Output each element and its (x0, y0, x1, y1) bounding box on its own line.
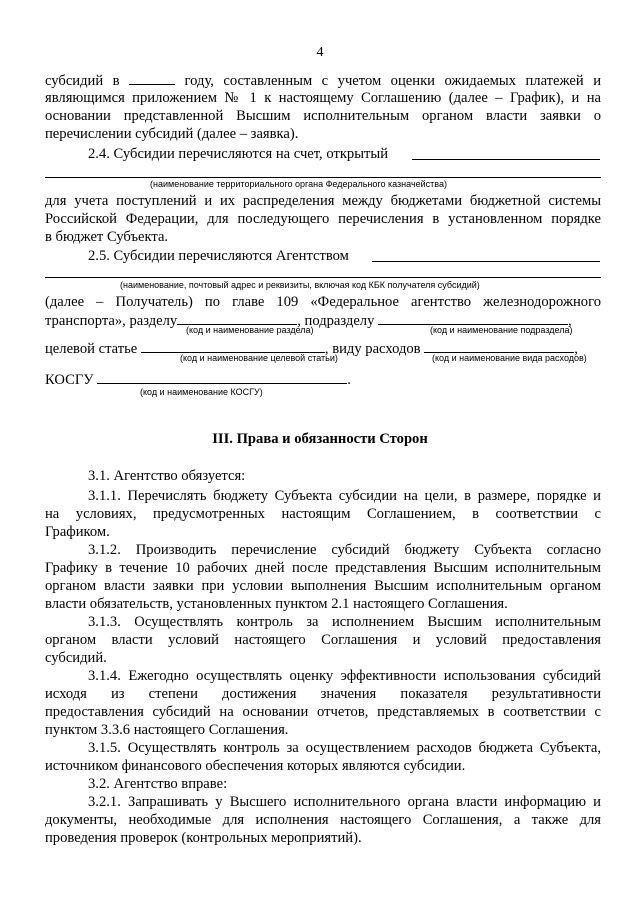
text-line: источником финансового обеспечения которых являются субсидии. (45, 758, 466, 774)
blank-recipient-field (45, 277, 601, 278)
text-fragment: году, составленным с учетом оценки ожидаемых платежей и (184, 73, 602, 89)
text-fragment: КОСГУ (45, 372, 94, 388)
page-number: 4 (316, 45, 324, 60)
text-line: 3.1.4. Ежегодно осуществлять оценку эффективности использования субсидий (88, 668, 601, 684)
text-line: пунктом 3.3.6 настоящего Соглашения. (45, 722, 289, 738)
text-line (45, 370, 601, 389)
clause-2-5: 2.5. Субсидии перечисляются Агентством (88, 248, 349, 264)
text-fragment: , подразделу (297, 313, 375, 329)
text-line: 3.1.1. Перечислять бюджету Субъекта субсидии на цели, в размере, порядке и (88, 488, 601, 504)
text-fragment: целевой статье (45, 341, 138, 357)
clause-3-1: 3.1. Агентство обязуется: (88, 468, 246, 484)
text-fragment: субсидий в (45, 73, 120, 89)
text-line: перечислении субсидий (далее – заявка). (45, 126, 299, 142)
caption-article: (код и наименование целевой статьи) (180, 353, 338, 363)
section-heading: III. Права и обязанности Сторон (212, 431, 428, 447)
text-line: являющимся приложением № 1 к настоящему Соглашению (далее – График), и на (45, 90, 601, 106)
text-line: власти обязательств, установленных пунктом 2.1 настоящего Соглашения. (45, 596, 508, 612)
text-line: 3.1.3. Осуществлять контроль за исполнением Высшим исполнительным (88, 614, 601, 630)
text-line: основании представленной Высшим исполнительным органом власти заявки о (45, 108, 601, 124)
text-line: Российской Федерации, для последующего перечисления в установленном порядке (45, 211, 601, 227)
text-line (45, 71, 601, 90)
text-line: субсидий. (45, 650, 107, 666)
text-fragment: , (568, 313, 572, 329)
text-line: Графику в течение 10 рабочих дней после представления Высшим исполнительным (45, 560, 601, 576)
blank-subsection-field (378, 311, 568, 325)
text-fragment: , виду расходов (324, 341, 421, 357)
clause-2-4: 2.4. Субсидии перечисляются на счет, открытый (88, 146, 389, 162)
clause-3-2: 3.2. Агентство вправе: (88, 776, 228, 792)
text-line: в бюджет Субъекта. (45, 229, 169, 245)
text-line: 3.2.1. Запрашивать у Высшего исполнительного органа власти информацию и (88, 794, 601, 810)
caption-subsection: (код и наименование подраздела) (430, 325, 573, 335)
text-line: органом власти заявки при условии выполнения Высшим исполнительным органом (45, 578, 601, 594)
caption-recipient: (наименование, почтовый адрес и реквизиты, включая код КБК получателя субсидий) (120, 280, 480, 290)
caption-expense: (код и наименование вида расходов) (432, 353, 587, 363)
caption-treasury: (наименование территориального органа Федерального казначейства) (150, 179, 447, 189)
blank-section-field (177, 311, 297, 325)
blank-year-field (129, 71, 175, 85)
text-line: Графиком. (45, 524, 110, 540)
text-line: проведения проверок (контрольных мероприятий). (45, 830, 362, 846)
text-line: документы, необходимые для исполнения настоящего Соглашения, а также для (45, 812, 601, 828)
text-line: предоставления субсидий на основании отчетов, представляемых в соответствии с (45, 704, 601, 720)
text-line: для учета поступлений и их распределения между бюджетами бюджетной системы (45, 193, 601, 209)
text-line: 3.1.5. Осуществлять контроль за осуществлением расходов бюджета Субъекта, (88, 740, 601, 756)
blank-agency-field (372, 261, 600, 262)
caption-kosgu: (код и наименование КОСГУ) (140, 387, 263, 397)
text-line: органом власти условий настоящего Соглашения и условий предоставления (45, 632, 601, 648)
text-fragment: . (347, 372, 351, 388)
text-line: (далее – Получатель) по главе 109 «Федеральное агентство железнодорожного (45, 294, 601, 310)
blank-account-field (412, 159, 600, 160)
blank-treasury-field (45, 177, 601, 178)
blank-expense-field (424, 339, 574, 353)
blank-article-field (141, 339, 325, 353)
blank-kosgu-field (97, 370, 347, 384)
caption-section: (код и наименование раздела) (186, 325, 314, 335)
text-fragment: транспорта», разделу (45, 313, 178, 329)
text-line: исходя из степени достижения значения показателя результативности (45, 686, 601, 702)
text-line: 3.1.2. Производить перечисление субсидий бюджету Субъекта согласно (88, 542, 601, 558)
text-line: на условиях, предусмотренных настоящим Соглашением, в соответствии с (45, 506, 601, 522)
text-fragment: , (574, 341, 578, 357)
